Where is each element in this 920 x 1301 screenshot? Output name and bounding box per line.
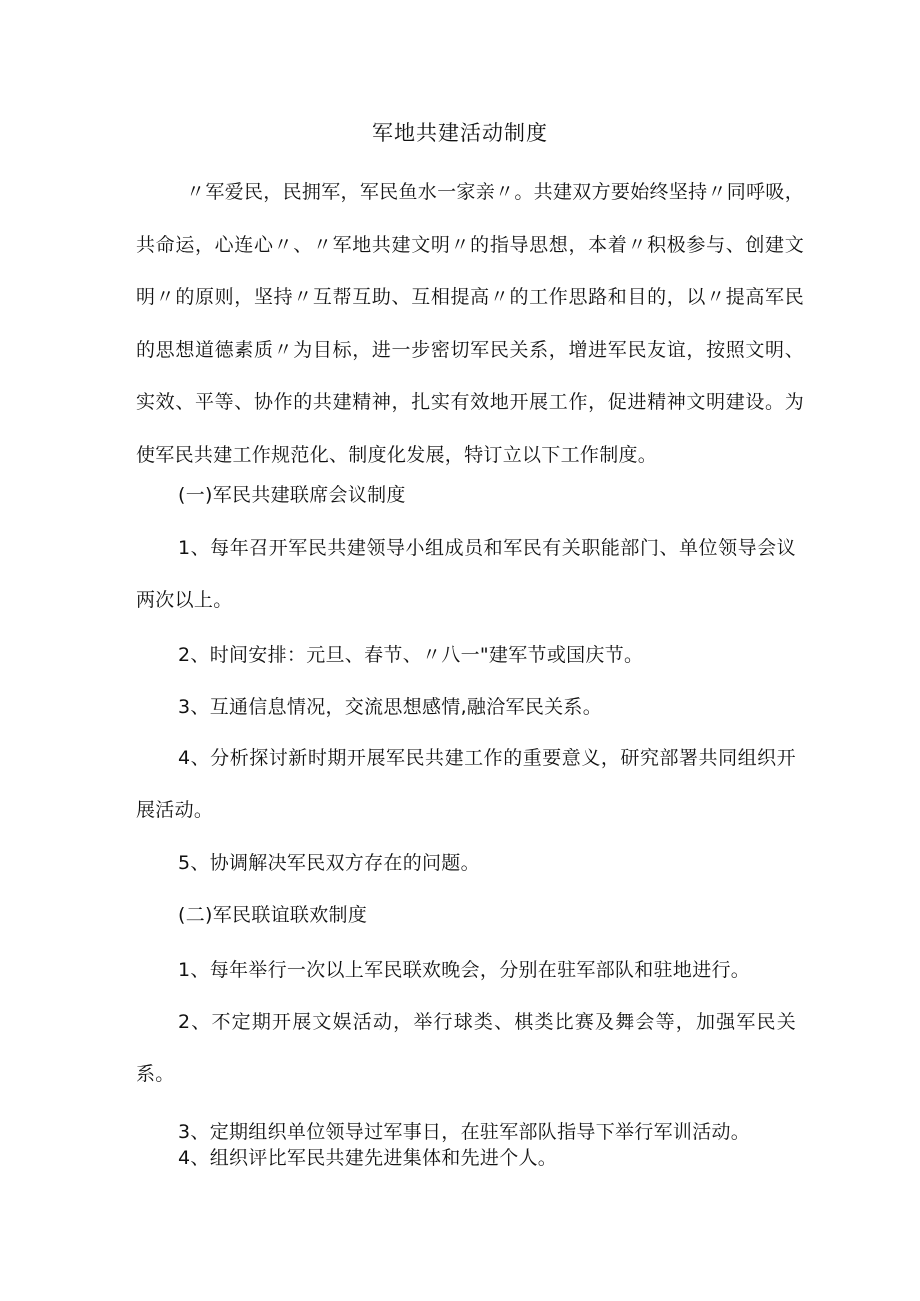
section-1-item-4: 4、分析探讨新时期开展军民共建工作的重要意义，研究部署共同组织开展活动。 — [136, 747, 796, 821]
intro-paragraph: 〃军爱民，民拥军，军民鱼水一家亲〃。共建双方要始终坚持〃同呼吸，共命运，心连心〃、〃军地共建文明〃的指导思想，本着〃积极参与、创建文明〃的原则，坚持〃互帮互助、互相提高〃的工作思路和目的，以〃提高军民的思想道德素质〃为目标，进一步密切军民关系，增进军民友谊，按照文明、实效、平等、协作的共建精神，扎实有效地开展工作，促进精神文明建设。为使军民共建工作规范化、制度化发展，特订立以下工作制度。 — [136, 181, 804, 466]
section-1-item-5: 5、协调解决军民双方存在的问题。 — [178, 852, 480, 874]
section-2-item-2: 2、不定期开展文娱活动，举行球类、棋类比赛及舞会等，加强军民关系。 — [136, 1011, 796, 1085]
section-2-item-3: 3、定期组织单位领导过军事日，在驻军部队指导下举行军训活动。 — [178, 1121, 751, 1143]
section-2-heading: (二)军民联谊联欢制度 — [178, 904, 368, 926]
section-2-item-4: 4、组织评比军民共建先进集体和先进个人。 — [178, 1147, 558, 1169]
section-2-item-1: 1、每年举行一次以上军民联欢晚会，分别在驻军部队和驻地进行。 — [178, 959, 751, 981]
section-1-item-1: 1、每年召开军民共建领导小组成员和军民有关职能部门、单位领导会议两次以上。 — [136, 537, 796, 611]
section-1-heading: (一)军民共建联席会议制度 — [178, 484, 406, 506]
document-title: 军地共建活动制度 — [372, 121, 548, 145]
section-1-item-3: 3、互通信息情况，交流思想感情,融洽军民关系。 — [178, 696, 603, 718]
section-1-item-2: 2、时间安排：元旦、春节、〃八一"建军节或国庆节。 — [178, 644, 644, 666]
